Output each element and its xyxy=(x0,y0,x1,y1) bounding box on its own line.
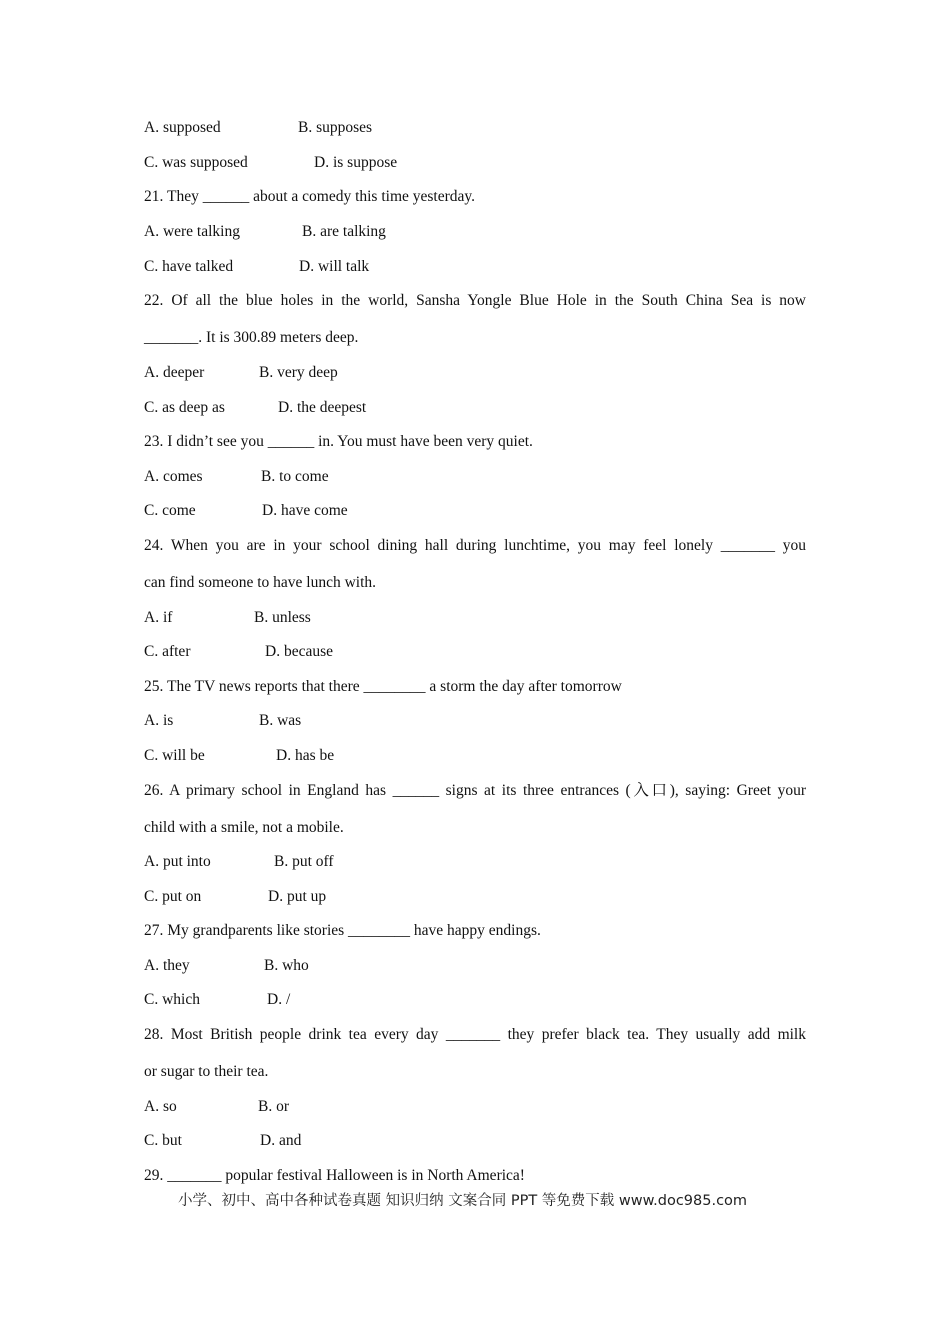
question-28-stem: 28. Most British people drink tea every day _______ they prefer black tea. They usually add milk xyxy=(144,1026,806,1043)
option-row xyxy=(144,746,335,766)
option-d: D. and xyxy=(260,1132,302,1149)
question-22-stem: 22. Of all the blue holes in the world, Sansha Yongle Blue Hole in the South China Sea is now xyxy=(144,292,806,309)
option-a: A. were talking xyxy=(144,223,240,240)
option-row xyxy=(144,363,338,383)
question-25-stem: 25. The TV news reports that there ________ a storm the day after tomorrow xyxy=(144,678,622,695)
option-c: C. after xyxy=(144,643,191,660)
option-row xyxy=(144,711,302,731)
question-29-stem: 29. _______ popular festival Halloween is in North America! xyxy=(144,1167,525,1184)
option-d: D. has be xyxy=(276,747,335,764)
question-27-stem: 27. My grandparents like stories ________ have happy endings. xyxy=(144,922,541,939)
option-d: D. the deepest xyxy=(278,399,367,416)
option-row xyxy=(144,956,309,976)
question-21-stem: 21. They ______ about a comedy this time yesterday. xyxy=(144,188,476,205)
option-b: B. to come xyxy=(261,468,329,485)
option-row xyxy=(144,467,329,487)
option-b: B. very deep xyxy=(259,364,338,381)
option-d: D. put up xyxy=(268,888,327,905)
option-a: A. deeper xyxy=(144,364,205,381)
option-b: B. unless xyxy=(254,609,311,626)
option-a: A. if xyxy=(144,609,173,626)
option-d: D. / xyxy=(267,991,291,1008)
option-d: D. will talk xyxy=(299,258,370,275)
option-c: C. will be xyxy=(144,747,205,764)
option-c: C. which xyxy=(144,991,200,1008)
footer-watermark: 小学、初中、高中各种试卷真题 知识归纳 文案合同 PPT 等免费下载 www.doc985.com xyxy=(178,1193,748,1209)
question-28-stem-cont: or sugar to their tea. xyxy=(144,1063,269,1080)
option-row xyxy=(144,257,370,277)
option-b: B. are talking xyxy=(302,223,386,240)
option-row xyxy=(144,990,291,1010)
option-a: A. supposed xyxy=(144,119,221,136)
option-d: D. is suppose xyxy=(314,154,398,171)
option-b: B. was xyxy=(259,712,302,729)
option-row xyxy=(144,642,333,662)
option-a: A. they xyxy=(144,957,190,974)
option-c: C. have talked xyxy=(144,258,234,275)
option-c: C. but xyxy=(144,1132,182,1149)
question-26-stem-cont: child with a smile, not a mobile. xyxy=(144,819,344,836)
option-row xyxy=(144,118,373,138)
option-a: A. so xyxy=(144,1098,177,1115)
option-c: C. put on xyxy=(144,888,202,905)
option-row xyxy=(144,501,348,521)
option-a: A. is xyxy=(144,712,174,729)
option-d: D. have come xyxy=(262,502,348,519)
question-22-stem-cont: _______. It is 300.89 meters deep. xyxy=(144,329,359,346)
option-c: C. come xyxy=(144,502,196,519)
question-24-stem-cont: can find someone to have lunch with. xyxy=(144,574,377,591)
option-row xyxy=(144,153,398,173)
option-d: D. because xyxy=(265,643,333,660)
option-row xyxy=(144,1097,289,1117)
option-c: C. as deep as xyxy=(144,399,225,416)
question-23-stem: 23. I didn’t see you ______ in. You must have been very quiet. xyxy=(144,433,533,450)
option-c: C. was supposed xyxy=(144,154,248,171)
option-a: A. comes xyxy=(144,468,203,485)
option-b: B. supposes xyxy=(298,119,373,136)
option-row xyxy=(144,608,311,628)
option-row xyxy=(144,852,334,872)
option-b: B. who xyxy=(264,957,309,974)
option-b: B. or xyxy=(258,1098,289,1115)
option-row xyxy=(144,887,327,907)
option-b: B. put off xyxy=(274,853,334,870)
option-row xyxy=(144,398,367,418)
question-24-stem: 24. When you are in your school dining hall during lunchtime, you may feel lonely _______ you xyxy=(144,537,806,554)
option-row xyxy=(144,222,386,242)
question-26-stem: 26. A primary school in England has ______ signs at its three entrances (入口), saying: Greet your xyxy=(144,782,806,799)
option-row xyxy=(144,1131,302,1151)
option-a: A. put into xyxy=(144,853,211,870)
